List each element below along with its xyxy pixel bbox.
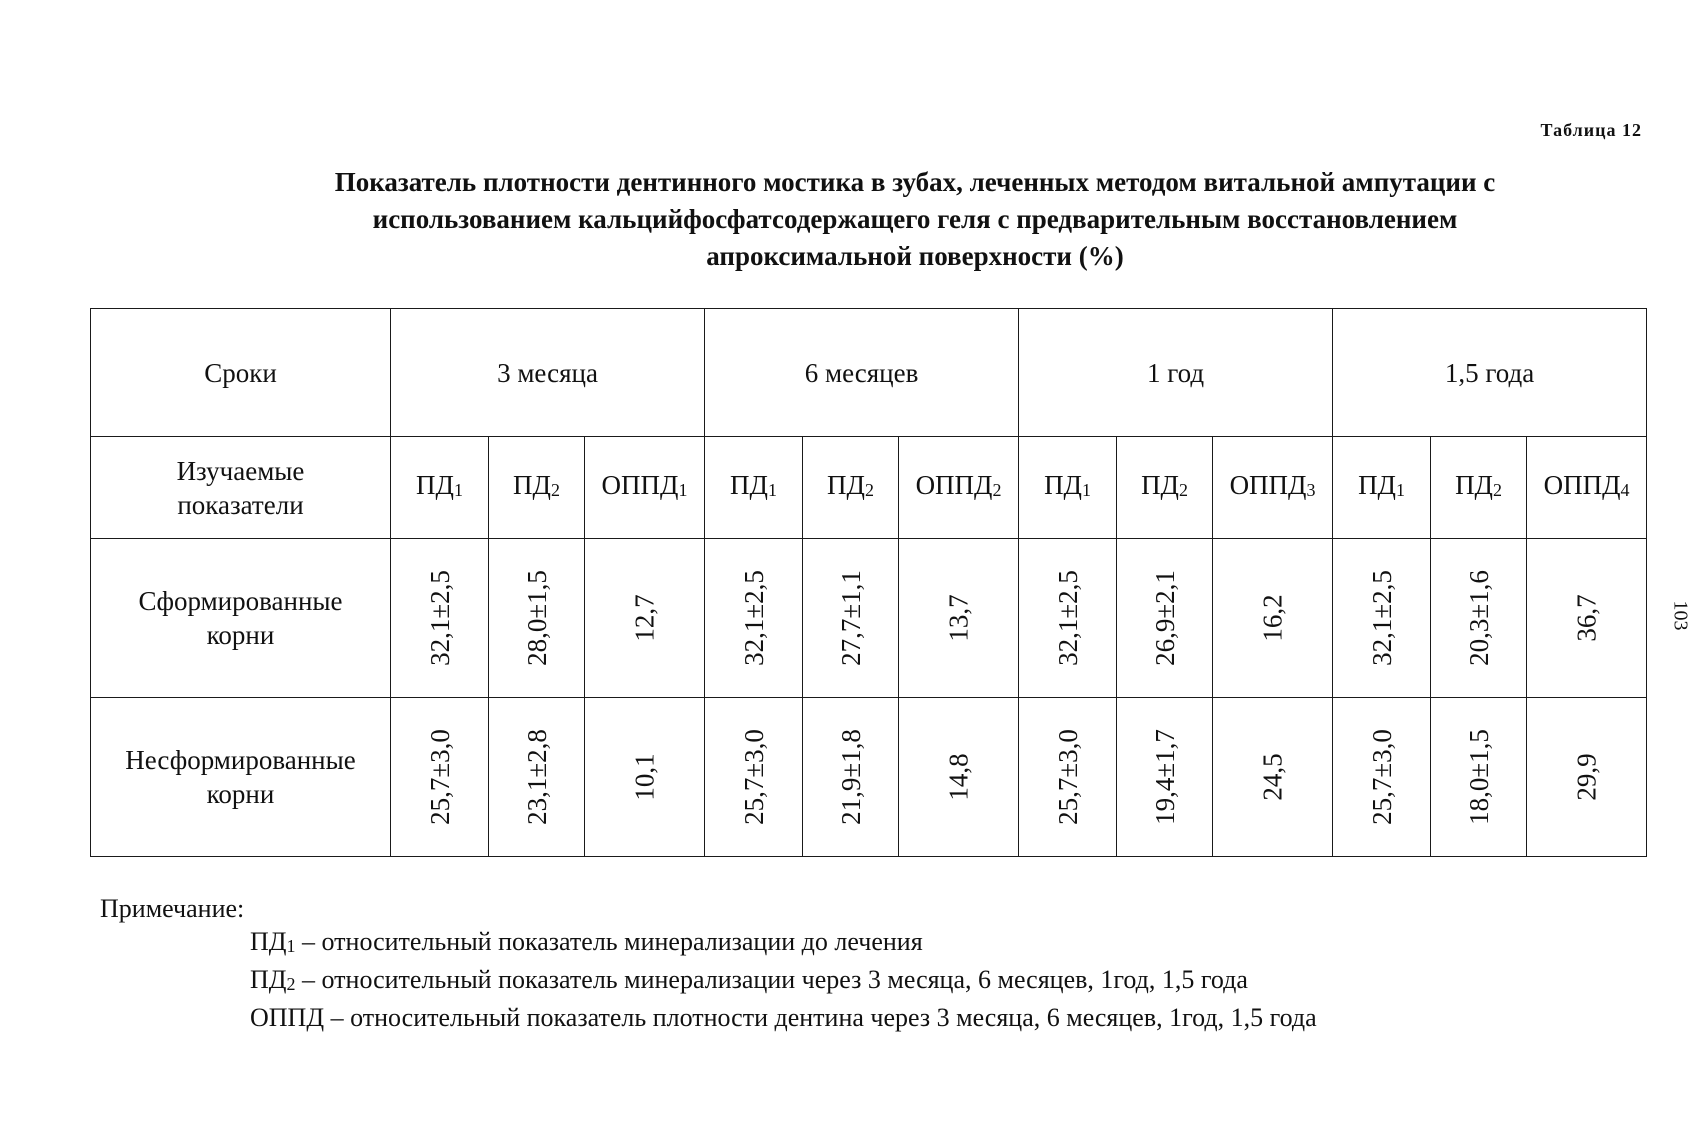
indicator-abbr: ПД bbox=[1358, 470, 1396, 500]
indicator-header-cell: Изучаемые показатели bbox=[91, 437, 391, 539]
indicator-header-row bbox=[91, 437, 1647, 539]
period-cell: 1 год bbox=[1019, 309, 1333, 437]
value-cell bbox=[1019, 698, 1117, 857]
value-cell bbox=[585, 539, 705, 698]
indicator-subscript: 1 bbox=[453, 480, 463, 500]
note-abbr: ПД bbox=[250, 965, 287, 994]
value-text: 25,7±3,0 bbox=[424, 729, 455, 825]
value-cell bbox=[1019, 539, 1117, 698]
indicator-abbr: ПД bbox=[730, 470, 768, 500]
period-cell: 1,5 года bbox=[1333, 309, 1647, 437]
note-line bbox=[250, 1001, 1317, 1039]
value-cell bbox=[1431, 698, 1527, 857]
indicator-abbr: ОППД bbox=[1229, 470, 1307, 500]
value-cell bbox=[1213, 539, 1333, 698]
indicator-cell bbox=[585, 437, 705, 539]
value-text: 21,9±1,8 bbox=[835, 729, 866, 825]
value-cell bbox=[705, 539, 803, 698]
indicator-subscript: 2 bbox=[550, 480, 560, 500]
period-cell: 3 месяца bbox=[391, 309, 705, 437]
indicator-subscript: 1 bbox=[678, 480, 688, 500]
indicator-subscript: 2 bbox=[864, 480, 874, 500]
value-text: 26,9±2,1 bbox=[1149, 570, 1180, 666]
indicator-subscript: 4 bbox=[1620, 480, 1630, 500]
note-subscript: 1 bbox=[286, 936, 296, 956]
indicator-cell bbox=[1431, 437, 1527, 539]
value-cell bbox=[1431, 539, 1527, 698]
value-cell bbox=[705, 698, 803, 857]
note-text: – относительный показатель минерализации до лечения bbox=[295, 927, 923, 956]
note-subscript: 2 bbox=[286, 974, 296, 994]
table-row bbox=[91, 539, 1647, 698]
period-header-row bbox=[91, 309, 1647, 437]
indicator-abbr: ОППД bbox=[915, 470, 993, 500]
value-cell bbox=[1333, 698, 1431, 857]
value-cell bbox=[803, 698, 899, 857]
indicator-subscript: 3 bbox=[1306, 480, 1316, 500]
value-text: 25,7±3,0 bbox=[1366, 729, 1397, 825]
indicator-cell bbox=[899, 437, 1019, 539]
value-cell bbox=[489, 539, 585, 698]
value-cell bbox=[489, 698, 585, 857]
value-text: 36,7 bbox=[1571, 594, 1602, 642]
value-cell bbox=[1117, 698, 1213, 857]
value-text: 32,1±2,5 bbox=[1366, 570, 1397, 666]
value-text: 10,1 bbox=[629, 753, 660, 801]
value-cell bbox=[1527, 539, 1647, 698]
value-text: 32,1±2,5 bbox=[1052, 570, 1083, 666]
value-text: 29,9 bbox=[1571, 753, 1602, 801]
period-cell: 6 месяцев bbox=[705, 309, 1019, 437]
value-cell bbox=[1117, 539, 1213, 698]
indicator-subscript: 1 bbox=[767, 480, 777, 500]
value-text: 20,3±1,6 bbox=[1463, 570, 1494, 666]
indicator-cell bbox=[1117, 437, 1213, 539]
value-text: 32,1±2,5 bbox=[424, 570, 455, 666]
value-text: 23,1±2,8 bbox=[521, 729, 552, 825]
indicator-subscript: 2 bbox=[1178, 480, 1188, 500]
indicator-subscript: 2 bbox=[1492, 480, 1502, 500]
value-text: 14,8 bbox=[943, 753, 974, 801]
indicator-abbr: ПД bbox=[1455, 470, 1493, 500]
indicator-subscript: 2 bbox=[992, 480, 1002, 500]
density-table bbox=[90, 308, 1647, 857]
table-row bbox=[91, 698, 1647, 857]
indicator-subscript: 1 bbox=[1081, 480, 1091, 500]
table-title bbox=[180, 164, 1650, 275]
value-text: 19,4±1,7 bbox=[1149, 729, 1180, 825]
indicator-cell bbox=[1213, 437, 1333, 539]
value-text: 25,7±3,0 bbox=[738, 729, 769, 825]
note-text: – относительный показатель минерализации через 3 месяца, 6 месяцев, 1год, 1,5 года bbox=[295, 965, 1248, 994]
value-cell bbox=[391, 539, 489, 698]
note-lines bbox=[250, 925, 1317, 1039]
note-abbr: ОППД bbox=[250, 1003, 325, 1032]
page-number: 103 bbox=[1669, 600, 1692, 631]
period-header-cell: Сроки bbox=[91, 309, 391, 437]
value-cell bbox=[803, 539, 899, 698]
value-cell bbox=[1527, 698, 1647, 857]
indicator-abbr: ПД bbox=[1141, 470, 1179, 500]
value-text: 12,7 bbox=[629, 594, 660, 642]
table-number-label: Таблица 12 bbox=[1540, 120, 1642, 140]
indicator-cell bbox=[391, 437, 489, 539]
note-abbr: ПД bbox=[250, 927, 287, 956]
note-text: – относительный показатель плотности дентина через 3 месяца, 6 месяцев, 1год, 1,5 года bbox=[324, 1003, 1317, 1032]
indicator-abbr: ПД bbox=[416, 470, 454, 500]
title-line: апроксимальной поверхности (%) bbox=[706, 241, 1124, 271]
row-label-cell: Сформированные корни bbox=[91, 539, 391, 698]
value-text: 27,7±1,1 bbox=[835, 570, 866, 666]
value-cell bbox=[1213, 698, 1333, 857]
value-cell bbox=[899, 539, 1019, 698]
value-text: 13,7 bbox=[943, 594, 974, 642]
indicator-cell bbox=[489, 437, 585, 539]
title-line: Показатель плотности дентинного мостика в зубах, леченных методом витальной ампутации с bbox=[334, 167, 1496, 197]
value-text: 16,2 bbox=[1257, 594, 1288, 642]
indicator-abbr: ОППД bbox=[601, 470, 679, 500]
indicator-abbr: ПД bbox=[1044, 470, 1082, 500]
value-text: 28,0±1,5 bbox=[521, 570, 552, 666]
value-cell bbox=[899, 698, 1019, 857]
indicator-subscript: 1 bbox=[1395, 480, 1405, 500]
value-cell bbox=[391, 698, 489, 857]
indicator-abbr: ПД bbox=[513, 470, 551, 500]
value-cell bbox=[1333, 539, 1431, 698]
indicator-abbr: ОППД bbox=[1543, 470, 1621, 500]
title-line: использованием кальцийфосфатсодержащего геля с предварительным восстановлением bbox=[372, 204, 1458, 234]
indicator-cell bbox=[803, 437, 899, 539]
row-label-cell: Несформированные корни bbox=[91, 698, 391, 857]
value-text: 24,5 bbox=[1257, 753, 1288, 801]
value-text: 18,0±1,5 bbox=[1463, 729, 1494, 825]
indicator-cell bbox=[705, 437, 803, 539]
value-text: 25,7±3,0 bbox=[1052, 729, 1083, 825]
value-text: 32,1±2,5 bbox=[738, 570, 769, 666]
indicator-cell bbox=[1019, 437, 1117, 539]
indicator-cell bbox=[1333, 437, 1431, 539]
note-line bbox=[250, 963, 1317, 1001]
indicator-abbr: ПД bbox=[827, 470, 865, 500]
note-line bbox=[250, 925, 1317, 963]
note-heading: Примечание: bbox=[100, 894, 245, 923]
value-cell bbox=[585, 698, 705, 857]
indicator-cell bbox=[1527, 437, 1647, 539]
